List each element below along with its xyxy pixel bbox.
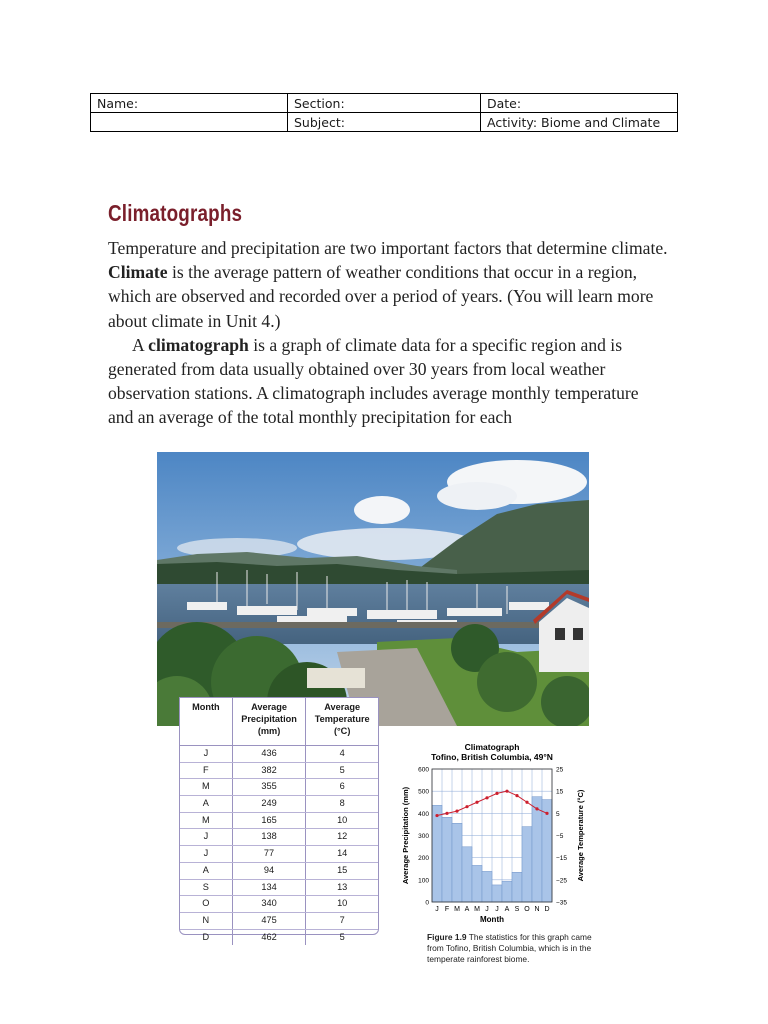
precipitation-cell: 475: [232, 913, 306, 929]
precipitation-bar: [542, 800, 552, 902]
x-axis-label: Month: [480, 915, 504, 924]
x-tick-label: A: [504, 906, 510, 913]
month-cell: J: [203, 831, 209, 842]
y-tick-label: 400: [418, 810, 429, 818]
temperature-point: [505, 790, 508, 793]
table-row: [180, 746, 378, 763]
temperature-cell: 13: [305, 880, 378, 896]
x-tick-label: F: [444, 906, 450, 913]
precipitation-bar: [532, 797, 542, 902]
precipitation-bar: [462, 847, 472, 902]
header-precipitation: Average Precipitation (mm): [232, 698, 306, 745]
table-body: [180, 746, 378, 945]
bold-term: climatograph: [148, 334, 249, 355]
precipitation-bar: [522, 827, 532, 902]
table-row: [180, 829, 378, 846]
temperature-point: [475, 801, 478, 804]
temperature-cell: 10: [305, 813, 378, 829]
precipitation-cell: 138: [232, 829, 306, 845]
temperature-point: [465, 805, 468, 808]
precipitation-bar: [442, 817, 452, 902]
temperature-cell: 4: [305, 746, 378, 762]
body-text: [108, 236, 668, 430]
precipitation-cell: 382: [232, 763, 306, 779]
y-right-tick-label: −25: [556, 877, 568, 885]
precipitation-bar: [502, 881, 512, 902]
precipitation-bar: [432, 805, 442, 902]
month-cell: D: [202, 931, 210, 942]
figure-text: The statistics for this graph came from Tofino, British Columbia, which is in the temperate rainforest biome.: [427, 932, 592, 964]
y-tick-label: 600: [418, 766, 429, 774]
precipitation-cell: 355: [232, 779, 306, 795]
chart-subtitle: Tofino, British Columbia, 49°N: [431, 752, 553, 762]
table-row: [180, 930, 378, 946]
x-tick-label: M: [474, 906, 480, 913]
month-cell: J: [203, 848, 209, 859]
chart-title: Climatograph: [464, 742, 520, 752]
temperature-cell: 15: [305, 863, 378, 879]
y-right-tick-label: −35: [556, 899, 568, 907]
y-tick-label: 200: [418, 855, 429, 863]
section-field: Section:: [288, 94, 481, 113]
precipitation-bar: [482, 871, 492, 902]
temperature-point: [455, 810, 458, 813]
figure-caption: [427, 932, 597, 965]
temperature-cell: 6: [305, 779, 378, 795]
text-run: A: [132, 334, 149, 355]
table-row: [180, 863, 378, 880]
x-tick-label: M: [454, 906, 460, 913]
y-tick-label: 500: [418, 788, 429, 796]
y-tick-label: 100: [418, 877, 429, 885]
temperature-point: [545, 812, 548, 815]
precipitation-cell: 134: [232, 880, 306, 896]
y-right-tick-label: −5: [556, 833, 564, 840]
month-cell: A: [202, 864, 209, 875]
x-tick-label: J: [435, 906, 439, 913]
x-tick-label: A: [464, 906, 470, 913]
temperature-cell: 14: [305, 846, 378, 862]
x-tick-label: D: [544, 906, 550, 913]
month-cell: F: [203, 764, 209, 775]
precipitation-cell: 77: [232, 846, 306, 862]
y-right-axis-label: Average Temperature (°C): [576, 789, 585, 882]
month-cell: N: [202, 914, 210, 925]
month-cell: A: [202, 798, 209, 809]
temperature-cell: 8: [305, 796, 378, 812]
name-field: Name:: [91, 94, 288, 113]
precipitation-cell: 462: [232, 930, 306, 946]
harbor-photo: [157, 452, 589, 726]
table-row: [180, 796, 378, 813]
precipitation-bar: [492, 885, 502, 902]
temperature-point: [535, 807, 538, 810]
date-field: Date:: [481, 94, 678, 113]
month-cell: O: [202, 898, 210, 909]
figure-label: Figure 1.9: [427, 932, 467, 942]
precipitation-cell: 165: [232, 813, 306, 829]
bold-term: Climate: [108, 262, 168, 283]
precipitation-bar: [472, 865, 482, 902]
temperature-cell: 10: [305, 896, 378, 912]
paragraph-climatograph: [108, 333, 668, 430]
temperature-point: [495, 792, 498, 795]
y-right-tick-label: 15: [556, 788, 564, 796]
x-tick-label: S: [514, 906, 520, 913]
y-tick-label: 300: [418, 833, 429, 840]
precipitation-cell: 436: [232, 746, 306, 762]
x-tick-label: N: [534, 906, 540, 913]
precipitation-bar: [452, 823, 462, 902]
table-row: [180, 813, 378, 830]
table-row: [180, 779, 378, 796]
temperature-cell: 7: [305, 913, 378, 929]
temperature-point: [435, 814, 438, 817]
table-row: [180, 913, 378, 930]
header-table: [90, 93, 678, 132]
table-row: [180, 763, 378, 780]
temperature-cell: 5: [305, 763, 378, 779]
text-run: is the average pattern of weather conditions that occur in a region, which are observed and recorded over a period of years. (You will learn more about climate in Unit 4.): [108, 262, 654, 331]
month-cell: J: [203, 748, 209, 758]
table-row: [180, 880, 378, 897]
header-month: Month: [192, 702, 220, 712]
temperature-point: [445, 812, 448, 815]
month-cell: S: [202, 881, 209, 892]
month-cell: M: [202, 781, 210, 792]
blank-cell: [91, 113, 288, 132]
temperature-cell: 5: [305, 930, 378, 946]
subject-field: Subject:: [288, 113, 481, 132]
paragraph-climate: [108, 236, 668, 333]
text-run: is a graph of climate data for a specific region and is generated from data usually obtained over 30 years from local weather observation stations. A climatograph includes average monthly temperature and an average of the total monthly precipitation for each: [108, 334, 639, 428]
temperature-point: [515, 794, 518, 797]
table-row: [180, 896, 378, 913]
x-tick-label: J: [485, 906, 489, 913]
x-tick-label: J: [495, 906, 499, 913]
text-run: Temperature and precipitation are two important factors that determine climate.: [108, 238, 668, 258]
precipitation-cell: 340: [232, 896, 306, 912]
y-axis-label: Average Precipitation (mm): [401, 786, 410, 885]
month-cell: M: [202, 814, 210, 825]
temperature-point: [525, 801, 528, 804]
table-header: [180, 698, 378, 746]
temperature-cell: 12: [305, 829, 378, 845]
climate-data-table: [179, 697, 379, 942]
y-tick-label: 0: [425, 899, 429, 907]
table-row: [180, 846, 378, 863]
y-right-tick-label: 5: [556, 810, 560, 818]
precipitation-cell: 94: [232, 863, 306, 879]
temperature-point: [485, 796, 488, 799]
activity-field: Activity: Biome and Climate: [481, 113, 678, 132]
y-right-tick-label: 25: [556, 766, 564, 774]
section-heading: Climatographs: [108, 200, 243, 226]
x-tick-label: O: [524, 906, 530, 913]
header-temperature: Average Temperature (°C): [305, 698, 378, 745]
precipitation-cell: 249: [232, 796, 306, 812]
precipitation-bar: [512, 872, 522, 902]
y-right-tick-label: −15: [556, 855, 568, 863]
